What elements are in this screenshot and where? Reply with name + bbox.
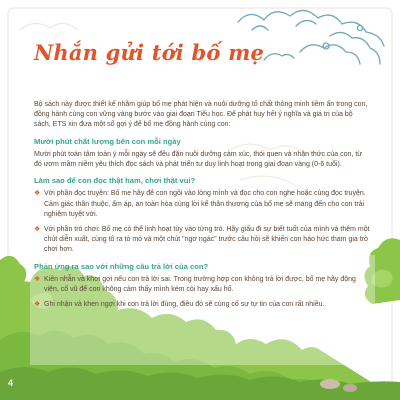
section-paragraph-1: Mười phút toàn tâm toàn ý mỗi ngày sẽ đều đặn nuôi dưỡng cảm xúc, thói quen và nhận thức của con, từ đó ươm mầm niềm yêu thích đọc sách và phát triển tư duy linh hoạt trong giai đoạn vàng (0-6 tuổi). <box>34 150 362 169</box>
page-title: Nhắn gửi tới bố mẹ <box>34 40 265 65</box>
bullet-text: Kiên nhẫn và khơi gợi nếu con trả lời sai. Trong trường hợp con không trả lời được, bố mẹ hãy động viên, cổ vũ để con không cảm thấy mình kém cỏi hay xấu hổ. <box>44 275 356 294</box>
section-heading-2: Làm sao để con đọc thật ham, chơi thật vui? <box>34 176 196 186</box>
bullet-text: Ghi nhận và khen ngợi khi con trả lời đúng, điều đó sẽ củng cố sự tự tin của con rất nhiều. <box>44 301 325 309</box>
bullet-item <box>34 225 370 256</box>
page-content <box>34 100 370 315</box>
bullet-icon: ❖ <box>34 190 41 198</box>
section-heading-1: Mười phút chất lượng bên con mỗi ngày <box>34 136 181 146</box>
bullet-icon: ❖ <box>34 301 41 309</box>
bullet-item <box>34 275 370 295</box>
cloud-illustration-top-left <box>20 23 78 30</box>
section-heading-3: Phản ứng ra sao với những câu trả lời của con? <box>34 261 209 271</box>
bullet-text: Với phần trò chơi: Bố mẹ có thể linh hoạt tùy vào từng trò. Hãy giấu đi sự biết tuốt của mình và thêm một chút diễn xuất, cùng tô ra tò mò và một chút "ngơ ngác" trước câu hỏi sẽ khiến con háo hức tham gia trò chơi hơn. <box>44 226 370 254</box>
bullet-icon: ❖ <box>34 275 41 283</box>
page-number: 4 <box>8 378 14 388</box>
bullet-item <box>34 189 370 220</box>
bullet-icon: ❖ <box>34 226 41 234</box>
intro-paragraph: Bộ sách này được thiết kế nhằm giúp bố mẹ phát hiện và nuôi dưỡng tố chất thông minh tiềm ẩn trong con, đồng hành cùng con vững vàng bước vào giai đoạn Tiểu học. Để phát huy hết ý nghĩa và giá trị của bộ sách, ETS xin đưa một số gợi ý để bố mẹ đồng hành cùng con: <box>34 101 368 129</box>
bullet-item <box>34 300 370 310</box>
bullet-text: Với phần đọc truyện: Bố mẹ hãy để con ngồi vào lòng mình và đọc cho con nghe hoặc cùng đọc truyện. Cảm giác thân thuộc, ấm áp, an toàn hòa cùng lời kể thân thương của bố mẹ sẽ mang đến cho con trải nghiệm tuyệt vời. <box>44 190 366 218</box>
